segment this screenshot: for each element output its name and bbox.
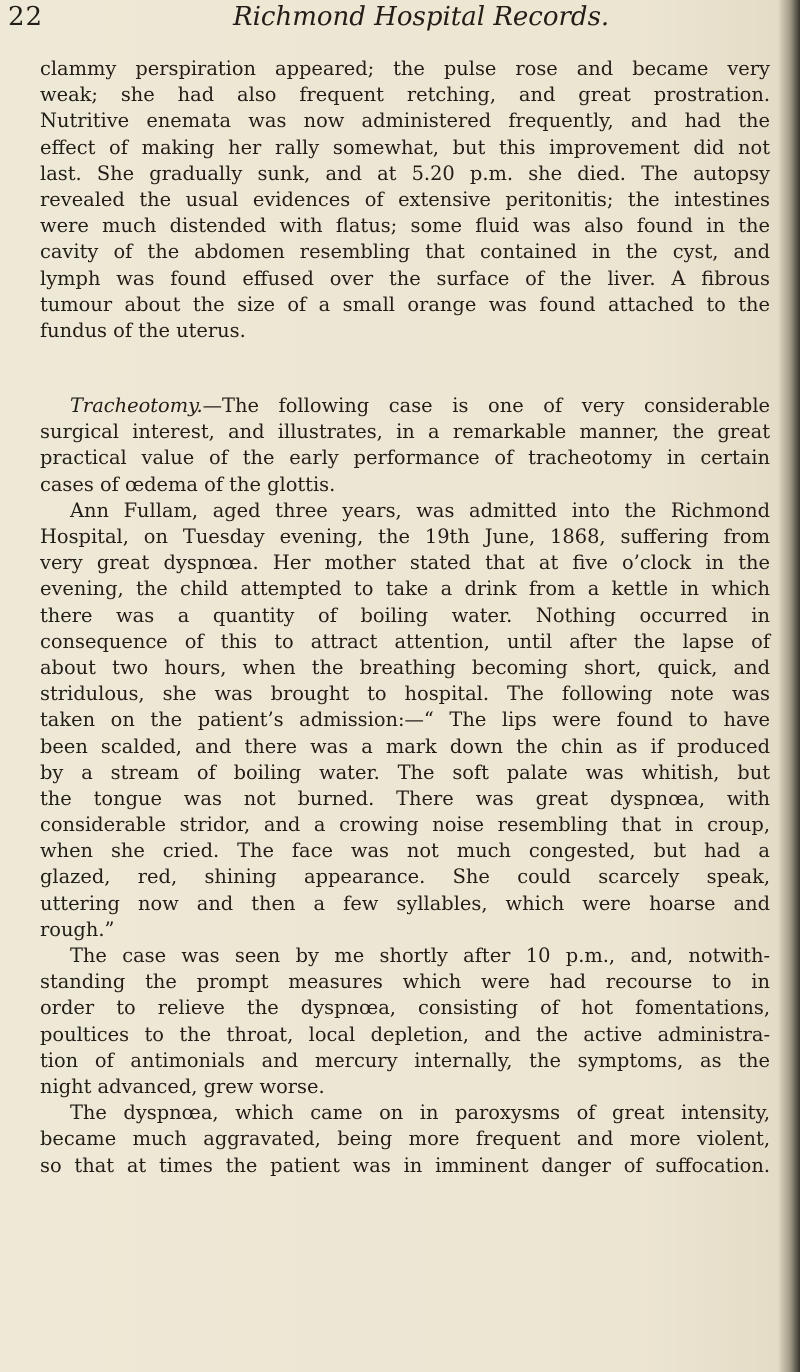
section-title-rest: —The following case is one of very considerable [202, 394, 770, 418]
page-edge-shadow [778, 0, 800, 1372]
text-line: cavity of the abdomen resembling that contained in the cyst, and [40, 240, 770, 264]
text-line: Nutritive enemata was now administered frequently, and had the [40, 109, 770, 133]
section-break [40, 344, 770, 393]
text-line: when she cried. The face was not much congested, but had a [40, 839, 770, 863]
paragraph-case [40, 498, 770, 943]
page-number: 22 [8, 2, 44, 32]
text-line: the tongue was not burned. There was great dyspnœa, with [40, 786, 770, 810]
text-line: fundus of the uterus. [40, 318, 246, 342]
text-line: glazed, red, shining appearance. She could scarcely speak, [40, 865, 770, 889]
text-line: lymph was found effused over the surface of the liver. A fibrous [40, 266, 770, 290]
text-line: clammy perspiration appeared; the pulse rose and became very [40, 57, 770, 80]
text-line: uttering now and then a few syllables, which were hoarse and [40, 891, 770, 915]
text-line: became much aggravated, being more frequent and more violent, [40, 1127, 770, 1151]
text-line: stridulous, she was brought to hospital. The following note was [40, 682, 770, 706]
paragraph-continued [40, 56, 770, 344]
text-line: by a stream of boiling water. The soft palate was whitish, but [40, 760, 770, 784]
text-line: were much distended with flatus; some fluid was also found in the [40, 214, 770, 238]
text-line: poultices to the throat, local depletion, and the active administra- [40, 1022, 770, 1046]
text-line: night advanced, grew worse. [40, 1074, 325, 1098]
paragraph-treatment [40, 943, 770, 1100]
text-line: order to relieve the dyspnœa, consisting of hot fomentations, [40, 996, 770, 1020]
section-heading-line [40, 393, 770, 419]
section-tracheotomy [40, 393, 770, 498]
page-header [0, 2, 800, 42]
text-line: so that at times the patient was in imminent danger of suffocation. [40, 1153, 770, 1177]
text-line: very great dyspnœa. Her mother stated that at five o’clock in the [40, 551, 770, 575]
text-line: The dyspnœa, which came on in paroxysms of great intensity, [70, 1101, 770, 1125]
text-line: cases of œdema of the glottis. [40, 472, 336, 496]
text-line: weak; she had also frequent retching, and great prostration. [40, 83, 770, 107]
text-line: last. She gradually sunk, and at 5.20 p.m. she died. The autopsy [40, 161, 770, 185]
paragraph-dyspnoea [40, 1100, 770, 1179]
body-text [40, 56, 770, 1179]
text-line: tumour about the size of a small orange was found attached to the [40, 292, 770, 316]
text-line: revealed the usual evidences of extensive peritonitis; the intestines [40, 187, 770, 211]
text-line: about two hours, when the breathing becoming short, quick, and [40, 655, 770, 679]
text-line: there was a quantity of boiling water. Nothing occurred in [40, 603, 770, 627]
text-line: standing the prompt measures which were had recourse to in [40, 970, 770, 994]
text-line: tion of antimonials and mercury internally, the symptoms, as the [40, 1048, 770, 1072]
text-line: consequence of this to attract attention, until after the lapse of [40, 629, 770, 653]
text-line: evening, the child attempted to take a drink from a kettle in which [40, 577, 770, 601]
text-line: considerable stridor, and a crowing noise resembling that in croup, [40, 813, 770, 837]
text-line: surgical interest, and illustrates, in a remarkable manner, the great [40, 420, 770, 444]
text-line: effect of making her rally somewhat, but this improvement did not [40, 135, 770, 159]
section-title: Tracheotomy. [70, 394, 203, 418]
text-line: rough.” [40, 917, 115, 941]
text-line: taken on the patient’s admission:—“ The lips were found to have [40, 708, 770, 732]
text-line: practical value of the early performance of tracheotomy in certain [40, 446, 770, 470]
text-line: Ann Fullam, aged three years, was admitted into the Richmond [70, 498, 770, 522]
running-title: Richmond Hospital Records. [233, 2, 610, 32]
text-line: The case was seen by me shortly after 10 p.m., and, notwith- [70, 944, 770, 967]
text-line: been scalded, and there was a mark down the chin as if produced [40, 734, 770, 758]
text-line: Hospital, on Tuesday evening, the 19th June, 1868, suffering from [40, 525, 770, 548]
